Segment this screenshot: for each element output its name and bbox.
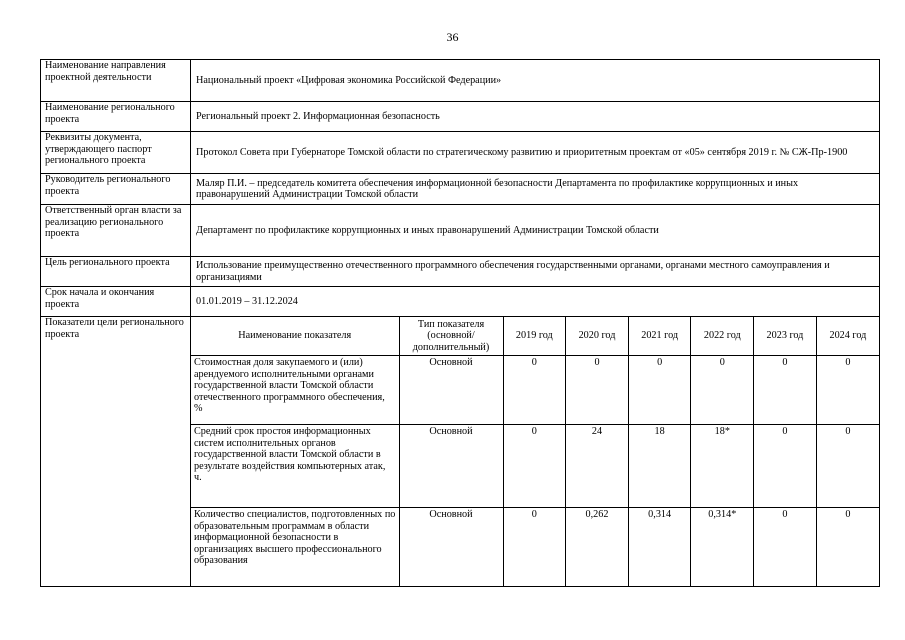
row-label: Цель регионального проекта [41, 257, 191, 287]
project-passport-table [40, 59, 880, 587]
indicator-value: 0 [503, 508, 566, 587]
header-year: 2021 год [628, 317, 691, 356]
indicator-name: Количество специалистов, подготовленных по образовательным программам в области информационной безопасности в организациях высшего профессионального образования [191, 508, 399, 587]
row-label: Реквизиты документа, утверждающего паспорт регионального проекта [41, 132, 191, 174]
indicator-row [191, 356, 879, 425]
indicator-value: 24 [566, 425, 629, 508]
indicator-value: 0 [503, 356, 566, 425]
header-year: 2019 год [503, 317, 566, 356]
row-value: Национальный проект «Цифровая экономика Российской Федерации» [191, 60, 880, 102]
indicator-value: 0 [816, 356, 879, 425]
header-year: 2023 год [754, 317, 817, 356]
row-value: 01.01.2019 – 31.12.2024 [191, 287, 880, 317]
row-value: Использование преимущественно отечественного программного обеспечения государственными органами, органами местного самоуправления и организациями [191, 257, 880, 287]
indicator-value: 0,262 [566, 508, 629, 587]
indicator-value: 0 [566, 356, 629, 425]
row-label: Ответственный орган власти за реализацию регионального проекта [41, 205, 191, 257]
indicator-value: 0,314 [628, 508, 691, 587]
indicators-cell [191, 317, 880, 587]
indicator-row [191, 425, 879, 508]
header-indicator-name: Наименование показателя [191, 317, 399, 356]
row-label: Наименование регионального проекта [41, 102, 191, 132]
row-label: Срок начала и окончания проекта [41, 287, 191, 317]
table-row [41, 257, 880, 287]
indicator-type: Основной [399, 356, 503, 425]
indicator-value: 0 [754, 356, 817, 425]
table-row [41, 102, 880, 132]
indicator-value: 0 [816, 425, 879, 508]
indicator-type: Основной [399, 425, 503, 508]
indicators-row [41, 317, 880, 587]
indicator-row [191, 508, 879, 587]
indicator-value: 18* [691, 425, 754, 508]
row-value: Протокол Совета при Губернаторе Томской области по стратегическому развитию и приоритетным проектам от «05» сентября 2019 г. № СЖ-Пр-1900 [191, 132, 880, 174]
row-label: Руководитель регионального проекта [41, 174, 191, 205]
header-indicator-type: Тип показателя (основной/ дополнительный) [399, 317, 503, 356]
table-row [41, 132, 880, 174]
indicator-name: Стоимостная доля закупаемого и (или) арендуемого исполнительными органами государственной власти Томской области отечественного программного обеспечения, % [191, 356, 399, 425]
page-number: 36 [446, 30, 459, 44]
row-value: Маляр П.И. – председатель комитета обеспечения информационной безопасности Департамента по профилактике коррупционных и иных правонарушений Администрации Томской области [191, 174, 880, 205]
indicators-table [191, 317, 879, 586]
table-row [41, 60, 880, 102]
indicator-value: 0 [754, 425, 817, 508]
row-label: Наименование направления проектной деятельности [41, 60, 191, 102]
indicator-value: 0 [628, 356, 691, 425]
table-row [41, 205, 880, 257]
indicator-name: Средний срок простоя информационных систем исполнительных органов государственной власти Томской области в результате воздействия компьютерных атак, ч. [191, 425, 399, 508]
indicator-value: 0 [754, 508, 817, 587]
header-year: 2020 год [566, 317, 629, 356]
indicator-value: 0,314* [691, 508, 754, 587]
indicator-value: 18 [628, 425, 691, 508]
row-value: Региональный проект 2. Информационная безопасность [191, 102, 880, 132]
indicator-value: 0 [503, 425, 566, 508]
table-row [41, 174, 880, 205]
table-row [41, 287, 880, 317]
row-value: Департамент по профилактике коррупционных и иных правонарушений Администрации Томской области [191, 205, 880, 257]
row-label: Показатели цели регионального проекта [41, 317, 191, 587]
indicator-type: Основной [399, 508, 503, 587]
header-year: 2024 год [816, 317, 879, 356]
indicators-header-row [191, 317, 879, 356]
indicator-value: 0 [691, 356, 754, 425]
header-year: 2022 год [691, 317, 754, 356]
indicator-value: 0 [816, 508, 879, 587]
